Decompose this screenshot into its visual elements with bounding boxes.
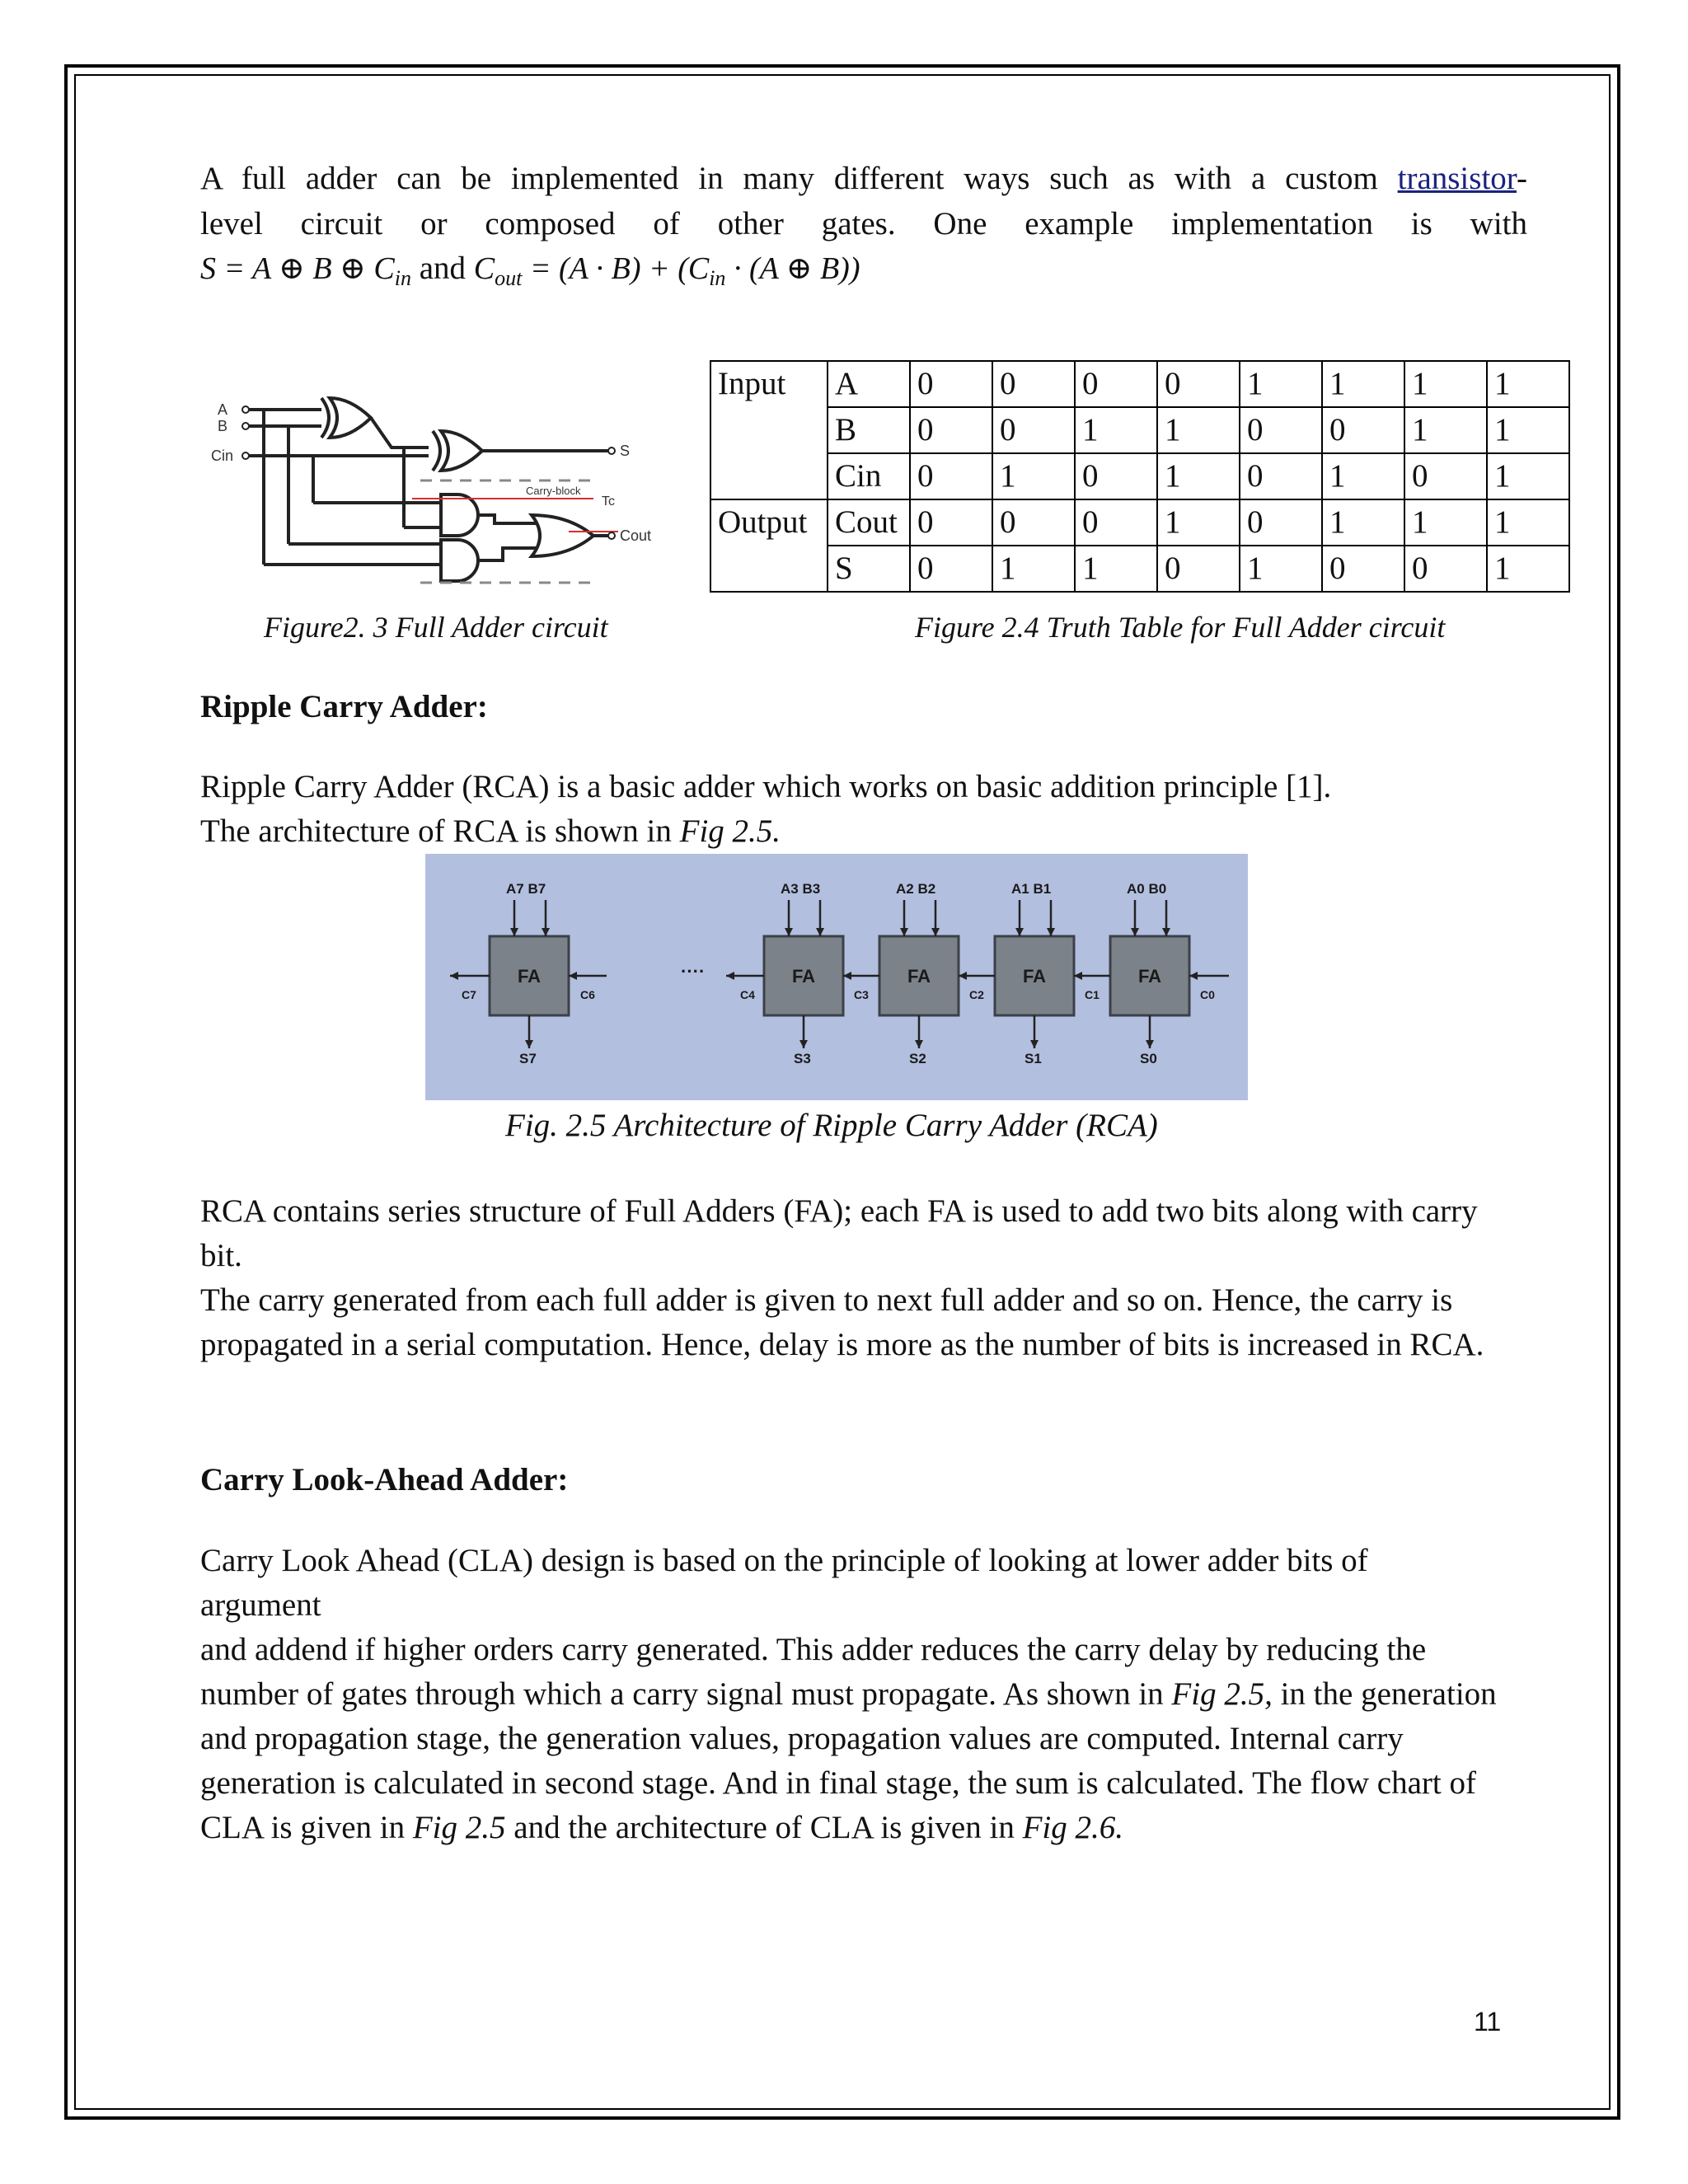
rca-body — [200, 1189, 1511, 1367]
sum-equation: S = A ⊕ B ⊕ $C_{in}$ — [200, 251, 411, 290]
rca-inputs-7: A7 B7 — [506, 881, 546, 897]
cout-equation: $C_{out} = (A \cdot B) + (C_{in} \cdot (A$ ⊕ B)) — [473, 251, 860, 290]
rca-sum-7: S7 — [519, 1051, 537, 1066]
value-cell: 1 — [992, 453, 1075, 499]
empty-label-cell — [710, 407, 828, 453]
value-cell: 1 — [1404, 407, 1487, 453]
label-input-cin: Cin — [211, 448, 234, 464]
label-carry-block: Carry-block — [526, 485, 581, 497]
value-cell: 0 — [910, 546, 992, 592]
value-cell: 0 — [1404, 546, 1487, 592]
intro-equations — [200, 246, 1527, 301]
fa-block-label: FA — [791, 966, 816, 987]
signal-cell: Cin — [828, 453, 910, 499]
rca-heading: Ripple Carry Adder: — [200, 689, 488, 724]
value-cell: 1 — [1404, 499, 1487, 546]
signal-cell: A — [828, 361, 910, 407]
value-cell: 1 — [1322, 453, 1404, 499]
label-input-b: B — [218, 418, 228, 434]
value-cell: 0 — [910, 499, 992, 546]
value-cell: 1 — [1322, 361, 1404, 407]
rca-inputs-2: A2 B2 — [896, 881, 936, 897]
value-cell: 0 — [1075, 499, 1157, 546]
value-cell: 1 — [1487, 546, 1569, 592]
value-cell: 1 — [1487, 499, 1569, 546]
rca-inputs-1: A1 B1 — [1011, 881, 1052, 897]
value-cell: 1 — [1075, 407, 1157, 453]
rca-carry-c1: C1 — [1085, 988, 1100, 1001]
value-cell: 0 — [1322, 407, 1404, 453]
intro-line-2: level circuit or composed of other gates. One example implementation is with — [200, 206, 1527, 241]
rca-architecture-figure — [425, 854, 1248, 1100]
value-cell: 0 — [992, 499, 1075, 546]
value-cell: 0 — [1240, 499, 1322, 546]
page-number: 11 — [1474, 2007, 1502, 2036]
rca-sum-0: S0 — [1140, 1051, 1157, 1066]
signal-cell: Cout — [828, 499, 910, 546]
empty-label-cell — [710, 453, 828, 499]
label-output-cout: Cout — [620, 527, 652, 544]
rca-carry-c0: C0 — [1200, 988, 1215, 1001]
fa-block-label: FA — [1137, 966, 1162, 987]
value-cell: 1 — [992, 546, 1075, 592]
rca-sum-2: S2 — [909, 1051, 926, 1066]
intro-text-1: A full adder can be implemented in many different ways such as with a custom — [200, 161, 1378, 196]
fa-block-label: FA — [1022, 966, 1047, 987]
rca-body-p1: RCA contains series structure of Full Adders (FA); each FA is used to add two bits along with carry bit. — [200, 1193, 1478, 1273]
input-label-cell: Input — [710, 361, 828, 407]
rca-intro-line-2: The architecture of RCA is shown in Fig 2.5. — [200, 813, 781, 849]
cla-body-p1: Carry Look Ahead (CLA) design is based on the principle of looking at lower adder bits of argument — [200, 1543, 1368, 1623]
rca-body-p2: The carry generated from each full adder is given to next full adder and so on. Hence, the carry is propagated in a serial computation. Hence, delay is more as the number of bits is increased in RCA. — [200, 1282, 1484, 1362]
value-cell: 0 — [1240, 407, 1322, 453]
transistor-link[interactable]: transistor — [1397, 161, 1517, 196]
value-cell: 0 — [1157, 546, 1240, 592]
intro-line-1 — [200, 157, 1527, 201]
value-cell: 0 — [1075, 453, 1157, 499]
value-cell: 1 — [1487, 407, 1569, 453]
label-tc: Tc — [602, 494, 615, 509]
value-cell: 0 — [910, 407, 992, 453]
rca-inputs-0: A0 B0 — [1127, 881, 1167, 897]
figure-2-3-caption: Figure2. 3 Full Adder circuit — [264, 611, 608, 644]
value-cell: 1 — [1157, 407, 1240, 453]
rca-carry-c4: C4 — [740, 988, 755, 1001]
table-row — [710, 546, 1569, 592]
value-cell: 1 — [1075, 546, 1157, 592]
value-cell: 0 — [1157, 361, 1240, 407]
rca-carry-c7: C7 — [462, 988, 476, 1001]
empty-label-cell — [710, 546, 828, 592]
fig-ref: Fig 2.5 — [412, 1810, 506, 1845]
rca-sum-3: S3 — [794, 1051, 811, 1066]
value-cell: 0 — [910, 361, 992, 407]
cla-body — [200, 1539, 1511, 1850]
truth-table — [710, 360, 1570, 593]
fa-block-label: FA — [907, 966, 931, 987]
value-cell: 0 — [1075, 361, 1157, 407]
value-cell: 0 — [1240, 453, 1322, 499]
fig-ref: Fig 2.6. — [1022, 1810, 1124, 1845]
value-cell: 1 — [1157, 499, 1240, 546]
table-row — [710, 361, 1569, 407]
fa-block-label: FA — [517, 966, 542, 987]
output-label-cell: Output — [710, 499, 828, 546]
value-cell: 1 — [1487, 453, 1569, 499]
rca-carry-c3: C3 — [854, 988, 869, 1001]
rca-sum-1: S1 — [1025, 1051, 1042, 1066]
value-cell: 1 — [1157, 453, 1240, 499]
and-word: and — [419, 251, 467, 286]
label-input-a: A — [218, 401, 228, 418]
cla-body-p2: and addend if higher orders carry generated. This adder reduces the carry delay by reducing the number of gates through which a carry signal must propagate. As shown in Fig 2.5, in the generation and propagation stage, the generation values, propagation values are computed. Internal carry generation is calculated in second stage. And in final stage, the sum is calculated. The flow chart of CLA is given in Fig 2.5 and the architecture of CLA is given in Fig 2.6. — [200, 1632, 1497, 1845]
value-cell: 0 — [1322, 546, 1404, 592]
full-adder-circuit — [206, 383, 668, 589]
rca-inputs-3: A3 B3 — [781, 881, 821, 897]
value-cell: 1 — [1322, 499, 1404, 546]
intro-hyphen: - — [1517, 161, 1527, 196]
table-row — [710, 499, 1569, 546]
signal-cell: B — [828, 407, 910, 453]
value-cell: 0 — [910, 453, 992, 499]
table-row — [710, 453, 1569, 499]
value-cell: 0 — [992, 361, 1075, 407]
label-output-s: S — [620, 443, 631, 459]
cla-heading: Carry Look-Ahead Adder: — [200, 1462, 569, 1497]
value-cell: 0 — [1404, 453, 1487, 499]
value-cell: 1 — [1487, 361, 1569, 407]
value-cell: 1 — [1404, 361, 1487, 407]
figure-2-4-caption: Figure 2.4 Truth Table for Full Adder circuit — [915, 611, 1446, 644]
value-cell: 1 — [1240, 361, 1322, 407]
rca-ellipsis: ···· — [681, 961, 706, 982]
value-cell: 0 — [992, 407, 1075, 453]
fig-2-5-ref: Fig 2.5. — [679, 813, 781, 849]
figure-2-5-caption: Fig. 2.5 Architecture of Ripple Carry Adder (RCA) — [505, 1108, 1158, 1143]
rca-carry-c2: C2 — [969, 988, 984, 1001]
table-row — [710, 407, 1569, 453]
fig-ref: Fig 2.5, — [1171, 1676, 1273, 1712]
signal-cell: S — [828, 546, 910, 592]
value-cell: 1 — [1240, 546, 1322, 592]
rca-carry-c6: C6 — [580, 988, 595, 1001]
rca-intro-line-1: Ripple Carry Adder (RCA) is a basic adder which works on basic addition principle [1]. — [200, 769, 1332, 804]
